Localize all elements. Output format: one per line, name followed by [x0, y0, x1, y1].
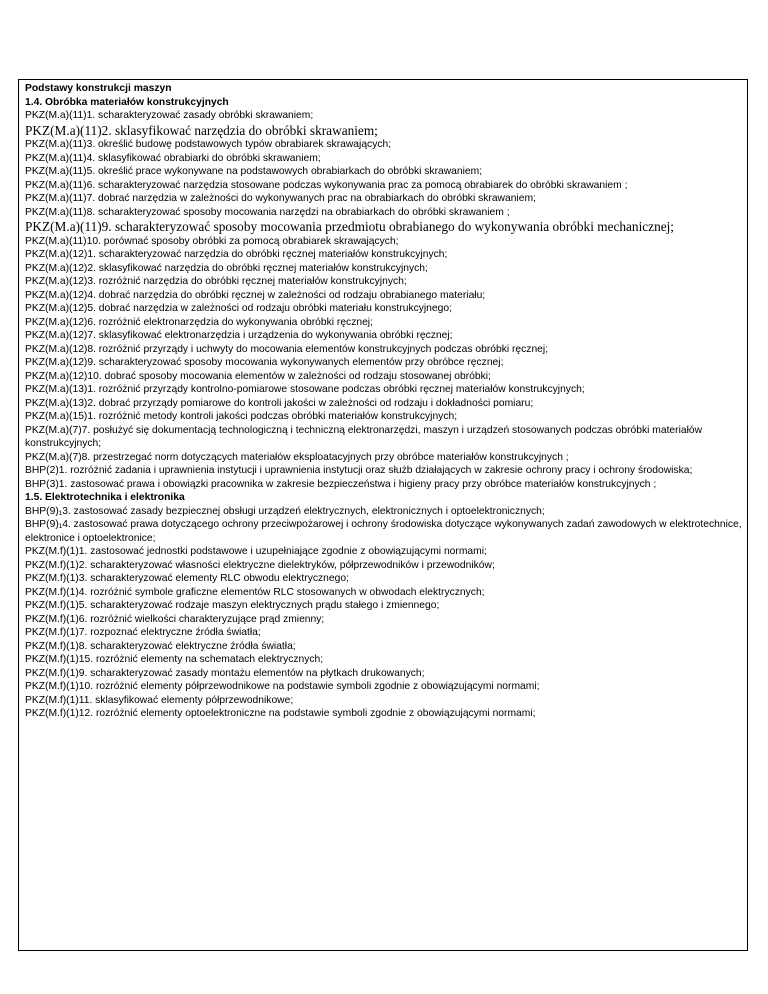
requirement-item: PKZ(M.a)(11)1. scharakteryzować zasady obróbki skrawaniem; [25, 110, 314, 121]
requirement-item: PKZ(M.f)(1)8. scharakteryzować elektryczne źródła światła; [25, 640, 296, 652]
document-table-cell [18, 79, 748, 951]
section-title: 1.4. Obróbka materiałów konstrukcyjnych [25, 96, 229, 108]
requirement-item: PKZ(M.a)(11)4. sklasyfikować obrabiarki do obróbki skrawaniem; [25, 152, 321, 164]
requirement-item: PKZ(M.f)(1)3. scharakteryzować elementy RLC obwodu elektrycznego; [25, 573, 349, 584]
requirement-item: PKZ(M.a)(11)5. określić prace wykonywane na podstawowych obrabiarkach do obróbki skrawaniem; [25, 166, 483, 177]
requirement-item: PKZ(M.f)(1)4. rozróżnić symbole graficzne elementów RLC stosowanych w obwodach elektrycznych; [25, 586, 485, 598]
requirement-item: PKZ(M.a)(12)4. dobrać narzędzia do obróbki ręcznej w zależności od rodzaju obrabianego materiału; [25, 289, 486, 301]
requirement-item: PKZ(M.f)(1)9. scharakteryzować zasady montażu elementów na płytkach drukowanych; [25, 667, 425, 679]
requirement-item: PKZ(M.f)(1)1. zastosować jednostki podstawowe i uzupełniające zgodnie z obowiązującymi normami; [25, 546, 487, 557]
requirement-item: PKZ(M.a)(7)7. posłużyć się dokumentacją technologiczną i techniczną elektronarzędzi, maszyn i urządzeń stosowanych podczas obróbki materiałów konstrukcyjnych; [25, 424, 703, 449]
requirement-item: PKZ(M.f)(1)15. rozróżnić elementy na schematach elektrycznych; [25, 654, 324, 665]
requirement-item: PKZ(M.f)(1)2. scharakteryzować własności elektryczne dielektryków, półprzewodników i przewodników; [25, 559, 495, 571]
requirement-item: PKZ(M.a)(7)8. przestrzegać norm dotyczących materiałów eksploatacyjnych przy obróbce materiałów konstrukcyjnych ; [25, 451, 569, 463]
requirement-item: PKZ(M.a)(12)5. dobrać narzędzia w zależności od rodzaju obróbki materiału konstrukcyjnego; [25, 303, 452, 314]
document-heading: Podstawy konstrukcji maszyn [25, 83, 172, 94]
section-title: 1.5. Elektrotechnika i elektronika [25, 492, 185, 503]
requirement-item: BHP(2)1. rozróżnić zadania i uprawnienia instytucji i uprawnienia instytucji oraz służb działających w zakresie ochrony pracy i ochrony środowiska; [25, 465, 693, 476]
requirement-item: PKZ(M.f)(1)12. rozróżnić elementy optoelektroniczne na podstawie symboli zgodnie z obowiązującymi normami; [25, 708, 536, 719]
requirement-item: PKZ(M.f)(1)5. scharakteryzować rodzaje maszyn elektrycznych prądu stałego i zmiennego; [25, 600, 440, 611]
requirement-item: PKZ(M.a)(11)2. sklasyfikować narzędzia do obróbki skrawaniem; [25, 122, 378, 138]
requirement-item: PKZ(M.a)(12)1. scharakteryzować narzędzia do obróbki ręcznej materiałów konstrukcyjnych; [25, 249, 448, 260]
requirement-item: PKZ(M.f)(1)7. rozpoznać elektryczne źródła światła; [25, 627, 261, 638]
document-sections [25, 96, 743, 721]
requirement-item: PKZ(M.f)(1)10. rozróżnić elementy półprzewodnikowe na podstawie symboli zgodnie z obowiązującymi normami; [25, 681, 540, 692]
requirement-item: PKZ(M.a)(12)3. rozróżnić narzędzia do obróbki ręcznej materiałów konstrukcyjnych; [25, 276, 407, 287]
requirement-item: PKZ(M.a)(15)1. rozróżnić metody kontroli jakości podczas obróbki materiałów konstrukcyjnych; [25, 411, 458, 422]
requirement-item: PKZ(M.a)(12)9. scharakteryzować sposoby mocowania wykonywanych elementów przy obróbce ręcznej; [25, 357, 504, 368]
requirement-item: PKZ(M.a)(12)6. rozróżnić elektronarzędzia do wykonywania obróbki ręcznej; [25, 316, 373, 328]
requirement-item: PKZ(M.a)(11)10. porównać sposoby obróbki za pomocą obrabiarek skrawających; [25, 235, 399, 247]
requirement-item: PKZ(M.f)(1)6. rozróżnić wielkości charakteryzujące prąd zmienny; [25, 613, 325, 625]
requirement-item: BHP(9)₁3. zastosować zasady bezpiecznej obsługi urządzeń elektrycznych, elektronicznych i optoelektronicznych; [25, 505, 545, 517]
requirement-item: PKZ(M.a)(12)8. rozróżnić przyrządy i uchwyty do mocowania elementów konstrukcyjnych podczas obróbki ręcznej; [25, 343, 549, 355]
requirement-item: PKZ(M.a)(12)10. dobrać sposoby mocowania elementów w zależności od rodzaju stosowanej obróbki; [25, 370, 491, 382]
requirement-item: PKZ(M.a)(11)3. określić budowę podstawowych typów obrabiarek skrawających; [25, 139, 392, 150]
requirement-item: PKZ(M.a)(13)1. rozróżnić przyrządy kontrolno-pomiarowe stosowane podczas obróbki ręcznej materiałów konstrukcyjnych; [25, 384, 585, 395]
requirement-item: PKZ(M.a)(11)8. scharakteryzować sposoby mocowania narzędzi na obrabiarkach do obróbki skrawaniem ; [25, 206, 510, 218]
requirement-item: PKZ(M.a)(11)7. dobrać narzędzia w zależności do wykonywanych prac na obrabiarkach do obróbki skrawaniem; [25, 193, 536, 204]
requirement-item: PKZ(M.a)(11)9. scharakteryzować sposoby mocowania przedmiotu obrabianego do wykonywania obróbki mechanicznej; [25, 219, 675, 234]
requirement-item: BHP(3)1. zastosować prawa i obowiązki pracownika w zakresie bezpieczeństwa i higieny pracy przy obróbce materiałów konstrukcyjnych ; [25, 478, 657, 490]
requirement-item: BHP(9)₁4. zastosować prawa dotyczącego ochrony przeciwpożarowej i ochrony środowiska dotyczące wykonywanych zadań zawodowych w elektrotechnice, elektronice i optoelektronice; [25, 519, 742, 544]
requirement-item: PKZ(M.f)(1)11. sklasyfikować elementy półprzewodnikowe; [25, 694, 294, 706]
requirement-item: PKZ(M.a)(12)2. sklasyfikować narzędzia do obróbki ręcznej materiałów konstrukcyjnych; [25, 262, 428, 274]
requirement-item: PKZ(M.a)(11)6. scharakteryzować narzędzia stosowane podczas wykonywania prac za pomocą obrabiarek do obróbki skrawaniem ; [25, 179, 628, 191]
requirement-item: PKZ(M.a)(12)7. sklasyfikować elektronarzędzia i urządzenia do wykonywania obróbki ręcznej; [25, 330, 453, 341]
requirement-item: PKZ(M.a)(13)2. dobrać przyrządy pomiarowe do kontroli jakości w zależności od rodzaju i dokładności pomiaru; [25, 397, 534, 409]
